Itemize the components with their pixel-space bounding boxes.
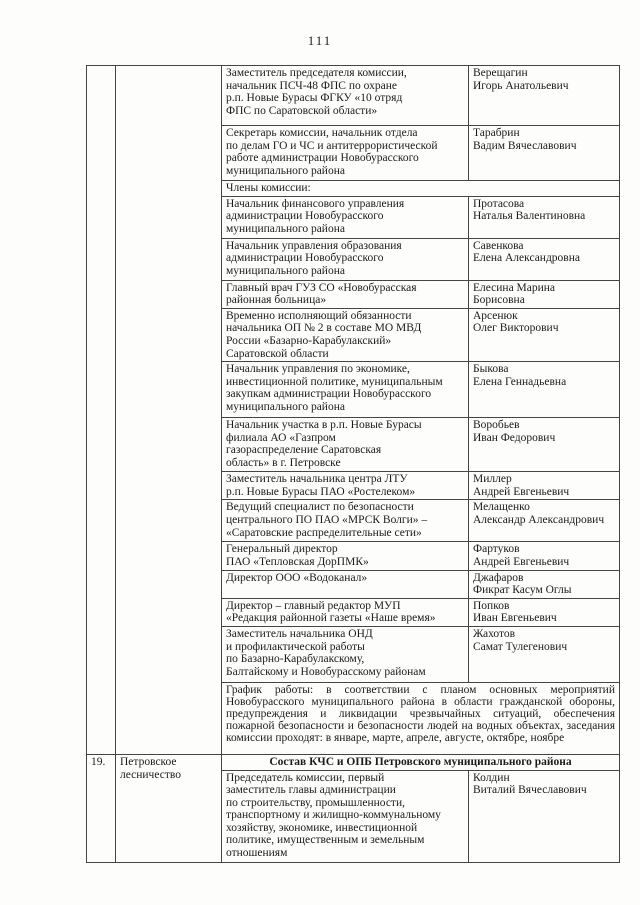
person-cell: Быкова Елена Геннадьевна bbox=[469, 362, 620, 418]
position-cell: Директор ООО «Водоканал» bbox=[222, 570, 469, 598]
org-name-cell: Петровское лесничество bbox=[116, 754, 222, 862]
position-cell: Заместитель начальника центра ЛТУ р.п. Новые Бурасы ПАО «Ростелеком» bbox=[222, 472, 469, 500]
table-row bbox=[87, 754, 620, 770]
position-cell: Секретарь комиссии, начальник отдела по делам ГО и ЧС и антитеррористической работе администрации Новобурасского муниципального района bbox=[222, 126, 469, 181]
position-cell: Начальник управления по экономике, инвестиционной политике, муниципальным закупкам администрации Новобурасского муниципального района bbox=[222, 362, 469, 418]
members-label-cell: Члены комиссии: bbox=[222, 181, 620, 197]
position-cell: Председатель комиссии, первый заместитель главы администрации по строительству, промышленности, транспортному и жилищно-коммунальному хозяйству, экономике, инвестиционной политике, имущественным и земельным отношениям bbox=[222, 770, 469, 862]
person-cell: Мелащенко Александр Александрович bbox=[469, 500, 620, 542]
position-cell: Генеральный директор ПАО «Тепловская ДорПМК» bbox=[222, 542, 469, 570]
person-cell: Протасова Наталья Валентиновна bbox=[469, 196, 620, 238]
commission-table-body bbox=[87, 66, 620, 863]
person-cell: Колдин Виталий Вячеславович bbox=[469, 770, 620, 862]
position-cell: Начальник управления образования администрации Новобурасского муниципального района bbox=[222, 238, 469, 280]
commission-table bbox=[86, 65, 620, 863]
position-cell: Ведущий специалист по безопасности центрального ПО ПАО «МРСК Волги» – «Саратовские распределительные сети» bbox=[222, 500, 469, 542]
person-cell: Верещагин Игорь Анатольевич bbox=[469, 66, 620, 126]
person-cell: Фартуков Андрей Евгеньевич bbox=[469, 542, 620, 570]
person-cell: Жахотов Самат Тулегенович bbox=[469, 626, 620, 682]
position-cell: Заместитель председателя комиссии, начальник ПСЧ-48 ФПС по охране р.п. Новые Бурасы ФГКУ «10 отряд ФПС по Саратовской области» bbox=[222, 66, 469, 126]
person-cell: Попков Иван Евгеньевич bbox=[469, 598, 620, 626]
position-cell: Начальник финансового управления администрации Новобурасского муниципального района bbox=[222, 196, 469, 238]
person-cell: Воробьев Иван Федорович bbox=[469, 418, 620, 472]
person-cell: Миллер Андрей Евгеньевич bbox=[469, 472, 620, 500]
schedule-cell: График работы: в соответствии с планом основных мероприятий Новобурасского муниципального района в области гражданской обороны, предупреждения и ликвидации чрезвычайных ситуаций, обеспечения пожарной безопасности и безопасности людей на водных объектах, заседания комиссии проходят: в январе, марте, апреле, августе, октябре, ноябре bbox=[222, 682, 620, 754]
position-cell: Заместитель начальника ОНД и профилактической работы по Базарно-Карабулакскому, Балтайскому и Новобурасскому районам bbox=[222, 626, 469, 682]
table-row bbox=[87, 66, 620, 126]
person-cell: Арсенюк Олег Викторович bbox=[469, 308, 620, 361]
page-number: 111 bbox=[307, 33, 333, 48]
empty-number-cell bbox=[87, 66, 116, 755]
section-header-cell: Состав КЧС и ОПБ Петровского муниципального района bbox=[222, 754, 620, 770]
person-cell: Елесина Марина Борисовна bbox=[469, 280, 620, 308]
empty-org-cell bbox=[116, 66, 222, 755]
position-cell: Временно исполняющий обязанности начальника ОП № 2 в составе МО МВД России «Базарно-Карабулакский» Саратовской области bbox=[222, 308, 469, 361]
person-cell: Джафаров Фикрат Касум Оглы bbox=[469, 570, 620, 598]
position-cell: Главный врач ГУЗ СО «Новобурасская районная больница» bbox=[222, 280, 469, 308]
position-cell: Директор – главный редактор МУП «Редакция районной газеты «Наше время» bbox=[222, 598, 469, 626]
position-cell: Начальник участка в р.п. Новые Бурасы филиала АО «Газпром газораспределение Саратовская область» в г. Петровске bbox=[222, 418, 469, 472]
person-cell: Тарабрин Вадим Вячеславович bbox=[469, 126, 620, 181]
person-cell: Савенкова Елена Александровна bbox=[469, 238, 620, 280]
row-number-cell: 19. bbox=[87, 754, 116, 862]
